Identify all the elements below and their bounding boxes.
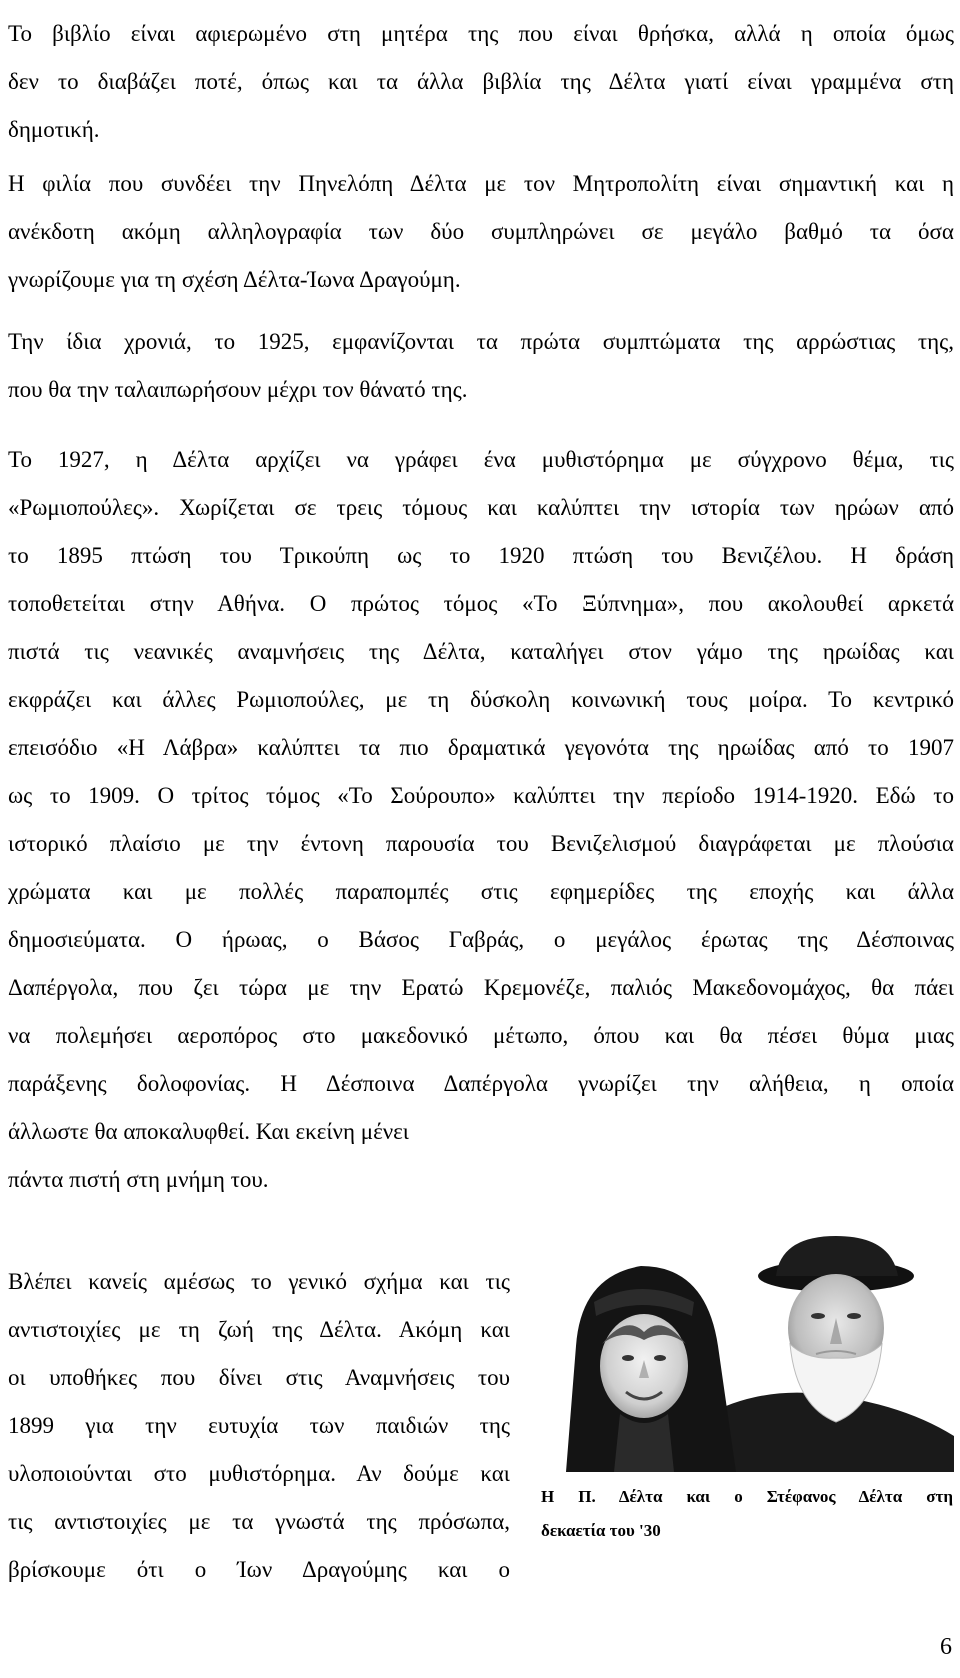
text-line: Βλέπει κανείς αμέσως το γενικό σχήμα και τις xyxy=(8,1269,510,1294)
text-line: γνωρίζουμε για τη σχέση Δέλτα-Ίωνα Δραγούμη. xyxy=(8,267,461,292)
text-line: εκφράζει και άλλες Ρωμιοπούλες, με τη δύσκολη κοινωνική τους μοίρα. Το κεντρικό xyxy=(8,687,954,712)
text-line: να πολεμήσει αεροπόρος στο μακεδονικό μέτωπο, όπου και θα πέσει θύμα μιας xyxy=(8,1023,954,1048)
text-line: Το 1927, η Δέλτα αρχίζει να γράφει ένα μυθιστόρημα με σύγχρονο θέμα, τις xyxy=(8,447,954,472)
text-line: ανέκδοτη ακόμη αλληλογραφία των δύο συμπληρώνει σε μεγάλο βαθμό τα όσα xyxy=(8,219,954,244)
text-line: 1899 για την ευτυχία των παιδιών της xyxy=(8,1413,510,1438)
text-line: το 1895 πτώση του Τρικούπη ως το 1920 πτώση του Βενιζέλου. Η δράση xyxy=(8,543,954,568)
text-line: δεν το διαβάζει ποτέ, όπως και τα άλλα βιβλία της Δέλτα γιατί είναι γραμμένα στη xyxy=(8,69,954,94)
text-line: πάντα πιστή στη μνήμη του. xyxy=(8,1167,269,1192)
text-line: δημοτική. xyxy=(8,117,100,142)
text-line: ως το 1909. Ο τρίτος τόμος «Το Σούρουπο» καλύπτει την περίοδο 1914-1920. Εδώ το xyxy=(8,783,954,808)
text-line: βρίσκουμε ότι ο Ίων Δραγούμης και ο xyxy=(8,1557,510,1582)
paragraph-3 xyxy=(8,318,954,414)
text-line: επεισόδιο «Η Λάβρα» καλύπτει τα πιο δραματικά γεγονότα της ηρωίδας από το 1907 xyxy=(8,735,954,760)
paragraph-4 xyxy=(8,436,954,1204)
text-line: υλοποιούνται στο μυθιστόρημα. Αν δούμε και xyxy=(8,1461,510,1486)
text-line: Το βιβλίο είναι αφιερωμένο στη μητέρα της που είναι θρήσκα, αλλά η οποία όμως xyxy=(8,21,954,46)
caption-line-1: Η Π. Δέλτα και ο Στέφανος Δέλτα στη xyxy=(541,1487,953,1506)
text-line: αντιστοιχίες με τη ζωή της Δέλτα. Ακόμη και xyxy=(8,1317,510,1342)
paragraph-2 xyxy=(8,160,954,304)
paragraph-1 xyxy=(8,10,954,154)
photo-caption xyxy=(541,1480,953,1548)
text-line: Δαπέργολα, που ζει τώρα με την Ερατώ Κρεμονέζε, παλιός Μακεδονομάχος, θα πάει xyxy=(8,975,954,1000)
text-line: «Ρωμιοπούλες». Χωρίζεται σε τρεις τόμους και καλύπτει την ιστορία των ηρώων από xyxy=(8,495,954,520)
text-line: που θα την ταλαιπωρήσουν μέχρι τον θάνατό της. xyxy=(8,377,468,402)
portrait-photo xyxy=(536,1236,954,1472)
caption-line-2: δεκαετία του '30 xyxy=(541,1521,661,1540)
text-line: χρώματα και με πολλές παραπομπές στις εφημερίδες της εποχής και άλλα xyxy=(8,879,954,904)
text-line: πιστά τις νεανικές αναμνήσεις της Δέλτα, καταλήγει στον γάμο της ηρωίδας και xyxy=(8,639,954,664)
text-line: Η φιλία που συνδέει την Πηνελόπη Δέλτα με τον Μητροπολίτη είναι σημαντική και η xyxy=(8,171,954,196)
text-line: παράξενης δολοφονίας. Η Δέσποινα Δαπέργολα γνωρίζει την αλήθεια, η οποία xyxy=(8,1071,954,1096)
paragraph-5 xyxy=(8,1258,510,1594)
text-line: τις αντιστοιχίες με τα γνωστά της πρόσωπα, xyxy=(8,1509,510,1534)
text-line: ιστορικό πλαίσιο με την έντονη παρουσία του Βενιζελισμού διαγράφεται με πλούσια xyxy=(8,831,954,856)
text-line: τοποθετείται στην Αθήνα. Ο πρώτος τόμος «Το Ξύπνημα», που ακολουθεί αρκετά xyxy=(8,591,954,616)
text-line: οι υποθήκες που δίνει στις Αναμνήσεις του xyxy=(8,1365,510,1390)
text-line: Την ίδια χρονιά, το 1925, εμφανίζονται τα πρώτα συμπτώματα της αρρώστιας της, xyxy=(8,329,954,354)
text-line: δημοσιεύματα. Ο ήρωας, ο Βάσος Γαβράς, ο μεγάλος έρωτας της Δέσποινας xyxy=(8,927,954,952)
text-line: άλλωστε θα αποκαλυφθεί. Και εκείνη μένει xyxy=(8,1119,409,1144)
page-number: 6 xyxy=(940,1634,952,1660)
